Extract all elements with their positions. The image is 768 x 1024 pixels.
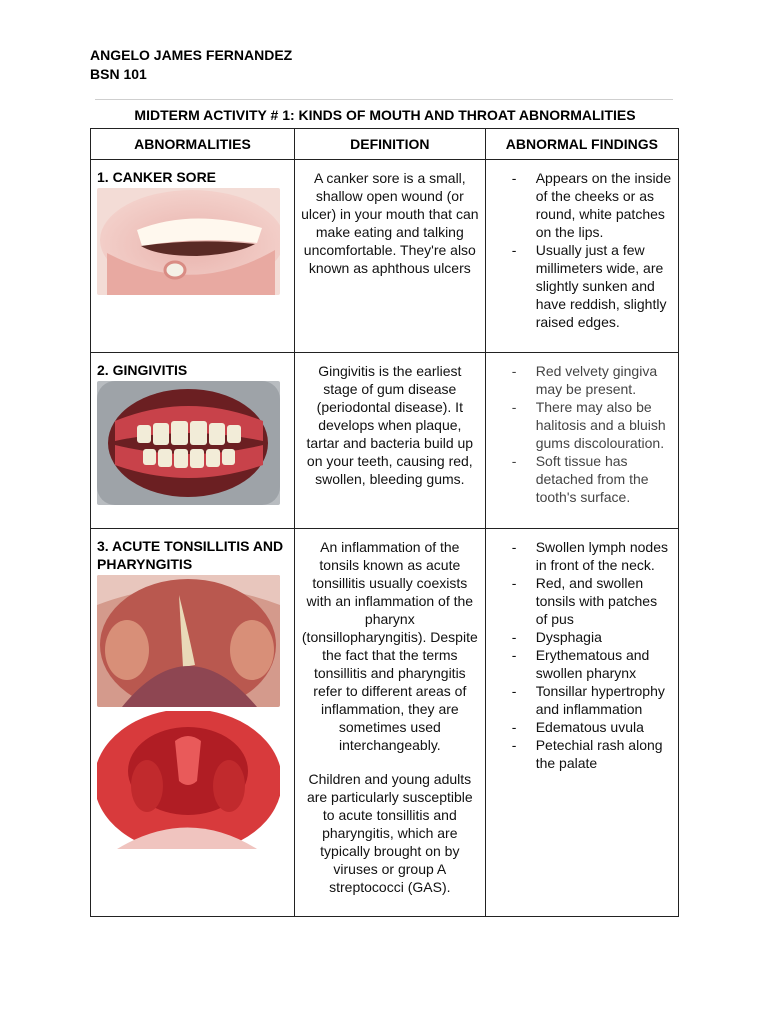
page-title: MIDTERM ACTIVITY # 1: KINDS OF MOUTH AND THROAT ABNORMALITIES — [134, 107, 636, 123]
findings-cell — [485, 529, 678, 917]
abnormality-name: 2. GINGIVITIS — [97, 362, 188, 378]
student-name: ANGELO JAMES FERNANDEZ — [90, 47, 293, 63]
findings-list — [492, 538, 672, 772]
finding-item: - Appears on the inside of the cheeks or as round, white patches on the lips. — [492, 169, 672, 241]
abnormality-name: 3. ACUTE TONSILLITIS AND PHARYNGITIS — [97, 538, 284, 572]
finding-item: - Red velvety gingiva may be present. — [492, 362, 672, 398]
finding-item: - There may also be halitosis and a bluish gums discolouration. — [492, 398, 672, 452]
definition-cell — [294, 160, 485, 353]
abnormality-cell — [91, 529, 295, 917]
finding-item: - Red, and swollen tonsils with patches of pus — [492, 574, 672, 628]
definition-cell — [294, 529, 485, 917]
finding-item: - Erythematous and swollen pharynx — [492, 646, 672, 682]
canker-sore-photo — [97, 188, 280, 295]
table-row — [91, 160, 679, 353]
findings-list — [492, 362, 672, 506]
table-header-row — [91, 129, 679, 160]
table-row — [91, 529, 679, 917]
finding-item: - Edematous uvula — [492, 718, 672, 736]
student-section: BSN 101 — [90, 66, 147, 82]
column-header-definition: DEFINITION — [294, 129, 485, 160]
student-header — [90, 46, 292, 84]
finding-item: - Swollen lymph nodes in front of the neck. — [492, 538, 672, 574]
findings-cell — [485, 353, 678, 529]
column-header-findings: ABNORMAL FINDINGS — [485, 129, 678, 160]
finding-item: - Tonsillar hypertrophy and inflammation — [492, 682, 672, 718]
abnormality-cell — [91, 353, 295, 529]
definition-text: A canker sore is a small, shallow open wound (or ulcer) in your mouth that can make eating and talking uncomfortable. They're also known as aphthous ulcers — [301, 170, 479, 276]
pharyngitis-photo — [97, 711, 280, 849]
header-divider — [95, 99, 673, 100]
finding-item: - Soft tissue has detached from the tooth's surface. — [492, 452, 672, 506]
tonsillitis-photo — [97, 575, 280, 707]
finding-item: - Usually just a few millimeters wide, are slightly sunken and have reddish, slightly raised edges. — [492, 241, 672, 331]
finding-item: - Petechial rash along the palate — [492, 736, 672, 772]
finding-item: - Dysphagia — [492, 628, 672, 646]
column-header-abnormalities: ABNORMALITIES — [91, 129, 295, 160]
findings-list — [492, 169, 672, 331]
definition-text: Children and young adults are particularly susceptible to acute tonsillitis and pharyngitis, which are typically brought on by viruses or group A streptococci (GAS). — [306, 771, 473, 895]
definition-text: An inflammation of the tonsils known as acute tonsillitis usually coexists with an inflammation of the pharynx (tonsillopharyngitis). Despite the fact that the terms tonsillitis and pharyngitis refer to different areas of inflammation, they are sometimes used interchangeably. — [301, 539, 478, 753]
definition-cell — [294, 353, 485, 529]
table-row — [91, 353, 679, 529]
abnormality-name: 1. CANKER SORE — [97, 169, 217, 185]
findings-cell — [485, 160, 678, 353]
abnormalities-table — [90, 128, 679, 917]
abnormality-cell — [91, 160, 295, 353]
gingivitis-photo — [97, 381, 280, 505]
definition-text: Gingivitis is the earliest stage of gum disease (periodontal disease). It develops when plaque, tartar and bacteria build up on your teeth, causing red, swollen, bleeding gums. — [306, 363, 474, 487]
